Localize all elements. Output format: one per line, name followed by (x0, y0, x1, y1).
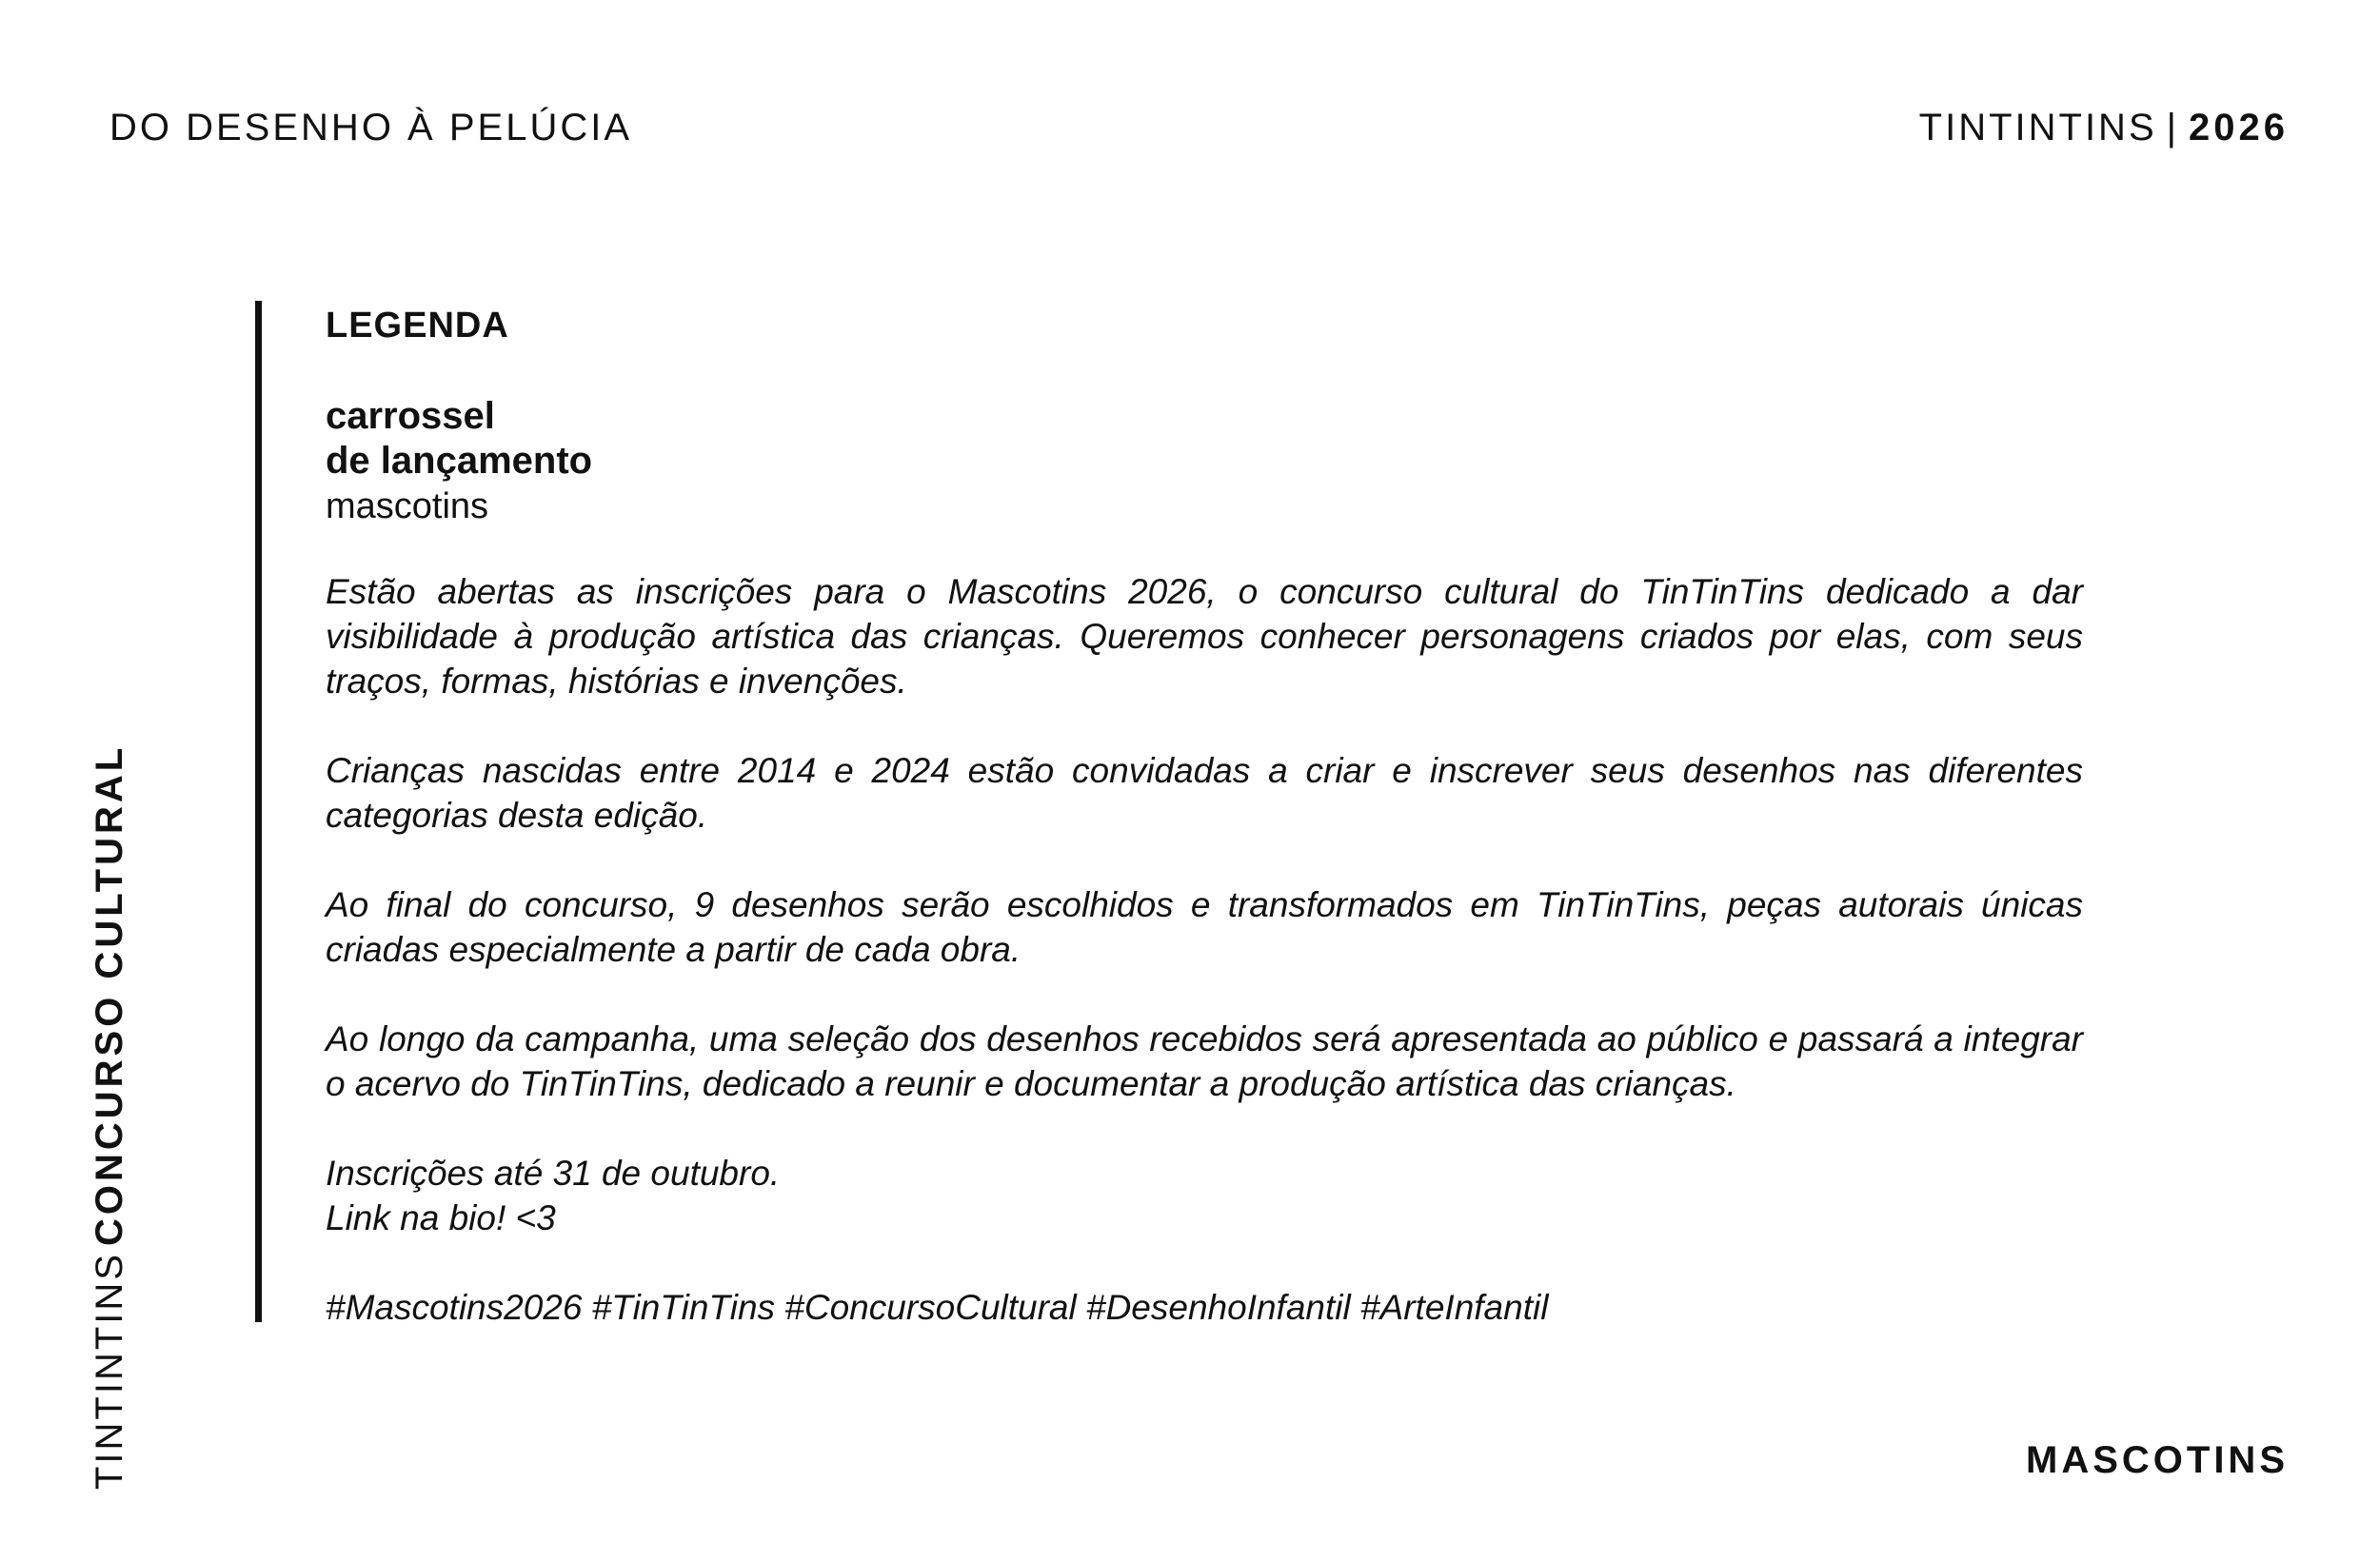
header-title: DO DESENHO À PELÚCIA (109, 107, 633, 148)
vertical-divider (255, 301, 262, 1322)
deadline-line-1: Inscrições até 31 de outubro. (326, 1154, 781, 1193)
post-title-line-1: carrossel (326, 395, 495, 437)
deadline-line-2: Link na bio! <3 (326, 1198, 556, 1237)
header-brand-year (1919, 107, 2289, 149)
vertical-side-label (90, 744, 129, 1490)
post-subtitle: mascotins (326, 486, 489, 526)
post-title-line-2: de lançamento (326, 440, 593, 482)
header-year: 2026 (2189, 107, 2289, 148)
footer-label: MASCOTINS (2026, 1439, 2289, 1481)
paragraph: Ao final do concurso, 9 desenhos serão escolhidos e transformados em TinTinTins, peças autorais únicas criadas especialmente a partir de cada obra. (326, 885, 2083, 969)
paragraph: Ao longo da campanha, uma seleção dos desenhos recebidos será apresentada ao público e passará a integrar o acervo do TinTinTins, dedicado a reunir e documentar a produção artística das crianças. (326, 1019, 2083, 1103)
paragraph: Estão abertas as inscrições para o Mascotins 2026, o concurso cultural do TinTinTins dedicado a dar visibilidade à produção artística das crianças. Queremos conhecer personagens criados por elas, com seus traços, formas, histórias e invenções. (326, 572, 2083, 701)
side-brand: TINTINTINS (89, 1252, 130, 1490)
deadline-note (326, 1151, 2083, 1240)
caption-content (326, 305, 2083, 1330)
caption-body (326, 569, 2083, 1240)
legend-heading: LEGENDA (326, 306, 509, 346)
side-label: CONCURSO CULTURAL (89, 743, 130, 1247)
header-separator: | (2166, 107, 2180, 148)
post-title (326, 394, 2083, 484)
hashtags: #Mascotins2026 #TinTinTins #ConcursoCultural #DesenhoInfantil #ArteInfantil (326, 1288, 1549, 1327)
header-brand: TINTINTINS (1918, 107, 2157, 148)
paragraph: Crianças nascidas entre 2014 e 2024 estão convidadas a criar e inscrever seus desenhos nas diferentes categorias desta edição. (326, 751, 2083, 835)
